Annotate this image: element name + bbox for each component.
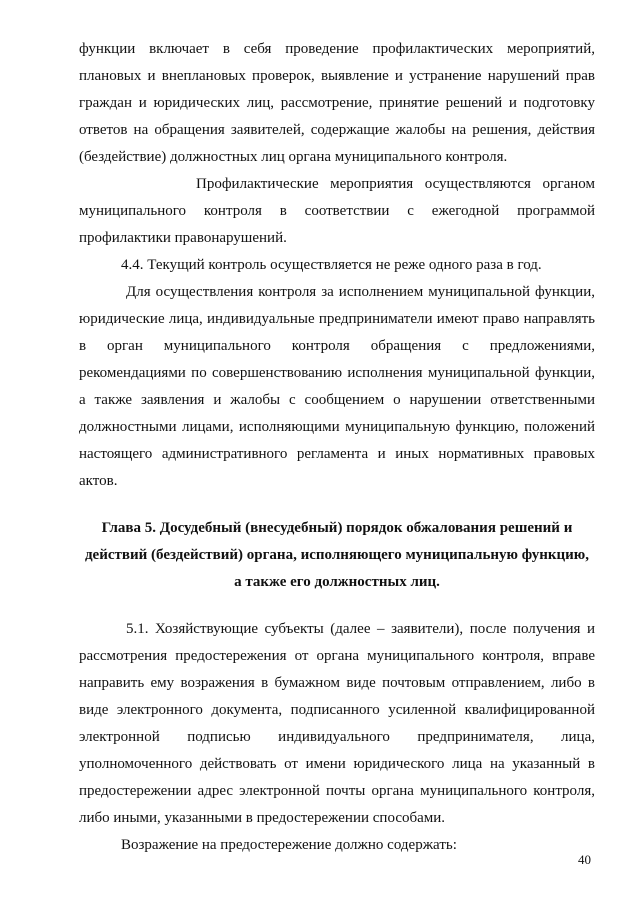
text-line: 4.4. Текущий контроль осуществляется не реже одного раза в год.: [121, 257, 542, 273]
text-line: рассмотрения предостережения от органа муниципального контроля, вправе: [79, 648, 595, 664]
paragraph-control-rights: [79, 279, 595, 495]
text-line: актов.: [79, 473, 118, 489]
text-line: уполномоченного действовать от имени юридического лица на указанный в: [79, 756, 595, 772]
text-line: муниципального контроля в соответствии с ежегодной программой: [79, 203, 595, 219]
text-line: профилактики правонарушений.: [79, 230, 287, 246]
heading-line: действий (бездействий) органа, исполняющего муниципальную функцию,: [84, 547, 590, 563]
text-line: а также заявления и жалобы с сообщением о нарушении ответственными: [79, 392, 595, 408]
text-line: ответов на обращения заявителей, содержащие жалобы на решения, действия: [79, 122, 595, 138]
text-line: в орган муниципального контроля обращения с предложениями,: [79, 338, 595, 354]
text-line: юридические лица, индивидуальные предприниматели имеют право направлять: [79, 311, 595, 327]
paragraph-objections: [79, 616, 595, 832]
text-line: (бездействие) должностных лиц органа муниципального контроля.: [79, 149, 508, 165]
spacer: [79, 495, 595, 515]
text-line: 5.1. Хозяйствующие субъекты (далее – заявители), после получения и: [126, 621, 595, 637]
chapter-heading: [79, 515, 595, 596]
heading-line: Глава 5. Досудебный (внесудебный) порядок обжалования решений и: [101, 520, 573, 536]
text-line: должностными лицами, исполняющими муниципальную функцию, положений: [79, 419, 595, 435]
paragraph-prevention: [79, 171, 595, 252]
text-line: Профилактические мероприятия осуществляются органом: [196, 176, 595, 192]
text-line: Для осуществления контроля за исполнением муниципальной функции,: [126, 284, 595, 300]
text-line: Возражение на предостережение должно содержать:: [121, 837, 457, 853]
text-line: настоящего административного регламента и иных нормативных правовых: [79, 446, 595, 462]
text-line: виде электронного документа, подписанного усиленной квалифицированной: [79, 702, 595, 718]
text-line: функции включает в себя проведение профилактических мероприятий,: [79, 41, 595, 57]
page-number: 40: [578, 852, 591, 867]
text-line: плановых и внеплановых проверок, выявление и устранение нарушений прав: [79, 68, 595, 84]
document-page: [79, 36, 595, 859]
paragraph-objection-content: [79, 832, 595, 859]
text-line: граждан и юридических лиц, рассмотрение, принятие решений и подготовку: [79, 95, 595, 111]
text-line: электронной подписью индивидуального предпринимателя, лица,: [79, 729, 595, 745]
spacer: [79, 596, 595, 616]
text-line: предостережении адрес электронной почты органа муниципального контроля,: [79, 783, 595, 799]
text-line: направить ему возражения в бумажном виде почтовым отправлением, либо в: [79, 675, 595, 691]
paragraph-functions: [79, 36, 595, 171]
heading-line: а также его должностных лиц.: [234, 574, 440, 590]
text-line: либо иными, указанными в предостережении способами.: [79, 810, 446, 826]
paragraph-current-control: [79, 252, 595, 279]
text-line: рекомендациями по совершенствованию исполнения муниципальной функции,: [79, 365, 595, 381]
